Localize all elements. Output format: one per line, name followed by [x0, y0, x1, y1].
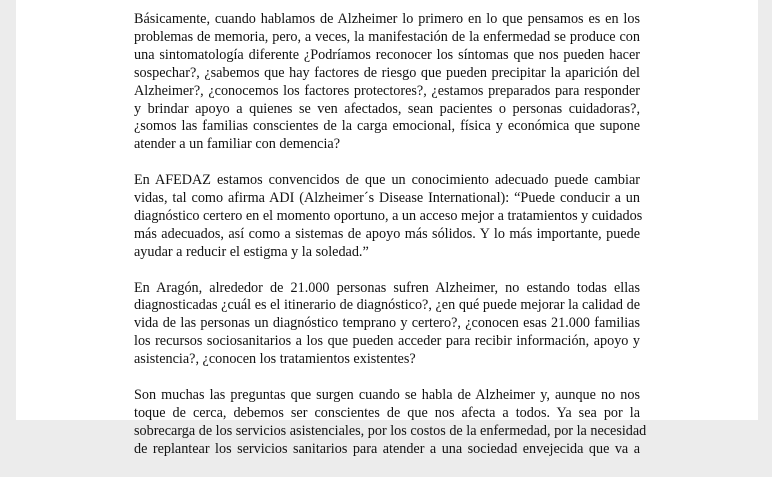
paragraph-4 [134, 386, 647, 459]
text-line: Son muchas las preguntas que surgen cuando se habla de Alzheimer y, aunque no nos [134, 386, 640, 403]
document-body [134, 11, 647, 477]
paragraph-2 [134, 172, 643, 262]
text-line: los recursos sociosanitarios a los que pueden acceder para recibir información, apoyo y [134, 333, 640, 350]
text-line: diagnóstico certero en el momento oportuno, a un acceso mejor a tratamientos y cuidados [134, 207, 643, 224]
text-line: más adecuados, así como a sistemas de apoyo más sólidos. Y lo más importante, puede [134, 225, 640, 242]
text-line: atender a un familiar con demencia? [134, 136, 341, 153]
text-line: Básicamente, cuando hablamos de Alzheimer lo primero en lo que pensamos es en los [134, 11, 640, 27]
text-line: toque de cerca, debemos ser conscientes de que nos afecta a todos. Ya sea por la [134, 404, 640, 421]
text-line: vidas, tal como afirma ADI (Alzheimer´s Disease International): “Puede conducir a un [134, 190, 640, 207]
text-line: En AFEDAZ estamos convencidos de que un conocimiento adecuado puede cambiar [134, 172, 640, 189]
text-line: diagnosticadas ¿cuál es el itinerario de diagnóstico?, ¿en qué puede mejorar la calidad de [134, 297, 640, 314]
document-page [16, 0, 758, 457]
text-line: sospechar?, ¿sabemos que hay factores de riesgo que pueden precipitar la aparición del [134, 64, 640, 81]
text-line: asistencia?, ¿conocen los tratamientos existentes? [134, 351, 416, 368]
text-line: En Aragón, alrededor de 21.000 personas sufren Alzheimer, no estando todas ellas [134, 279, 640, 296]
paragraph-1 [134, 11, 640, 154]
paragraph-3 [134, 280, 640, 370]
text-line: problemas de memoria, pero, a veces, la manifestación de la enfermedad se produce con [134, 28, 640, 45]
text-line: ayudar a reducir el estigma y la soledad.” [134, 243, 369, 260]
text-line: sobrecarga de los servicios asistenciales, por los costos de la enfermedad, por la necesidad [134, 422, 647, 439]
text-line: y brindar apoyo a quienes se ven afectados, sean pacientes o personas cuidadoras?, [134, 100, 640, 117]
text-line: ¿somos las familias conscientes de la carga emocional, física y económica que supone [134, 118, 640, 135]
text-line: vida de las personas un diagnóstico temprano y certero?, ¿conocen esas 21.000 familias [134, 315, 640, 332]
text-line: Alzheimer?, ¿conocemos los factores protectores?, ¿estamos preparados para responder [134, 82, 640, 99]
text-line: de replantear los servicios sanitarios para atender a una sociedad envejecida que va a [134, 440, 640, 457]
text-line: una sintomatología diferente ¿Podríamos reconocer los síntomas que nos pueden hacer [134, 46, 640, 63]
